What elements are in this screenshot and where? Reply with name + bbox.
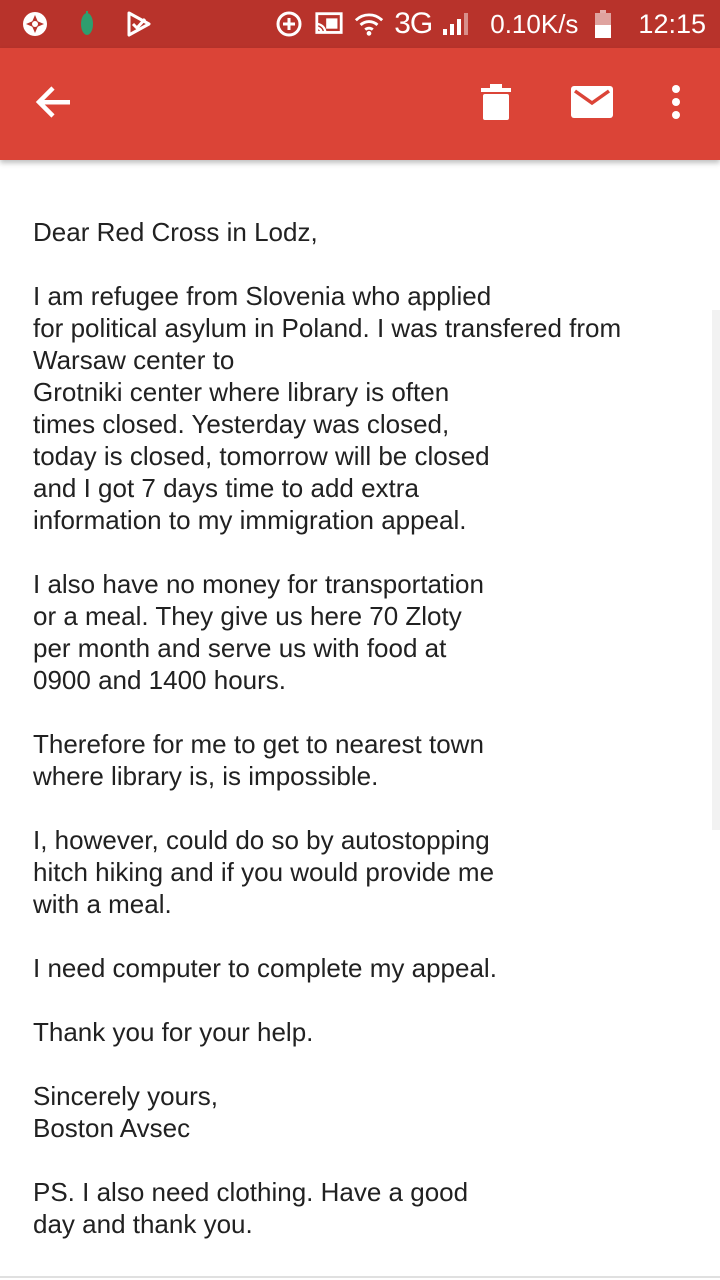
back-arrow-icon: [35, 85, 73, 124]
add-circle-icon: [274, 9, 304, 39]
network-type: 3G: [394, 7, 433, 40]
body-paragraph: Thank you for your help.: [33, 1017, 314, 1047]
divider: [0, 1276, 720, 1278]
delete-button[interactable]: [468, 76, 524, 132]
back-button[interactable]: [26, 76, 82, 132]
greeting: Dear Red Cross in Lodz,: [33, 217, 318, 247]
check-flag-icon: [124, 9, 154, 39]
envelope-icon: [571, 86, 613, 123]
body-paragraph: I am refugee from Slovenia who applied for political asylum in Poland. I was transfered from Warsaw center to Grotniki center where library is often times closed. Yesterday was closed, today is closed, tomorrow will be closed and I got 7 days time to add extra information to my immigration appeal.: [33, 281, 622, 535]
signature: Sincerely yours, Boston Avsec: [33, 1081, 218, 1143]
cast-icon: [314, 9, 344, 39]
aperture-icon: [20, 9, 50, 39]
more-vert-icon: [671, 84, 681, 125]
network-speed: 0.10K/s: [490, 9, 579, 39]
body-paragraph: I, however, could do so by autostopping hitch hiking and if you would provide me with a meal.: [33, 825, 495, 919]
signal-bars-icon: [442, 9, 472, 39]
body-paragraph: I also have no money for transportation or a meal. They give us here 70 Zloty per month and serve us with food at 0900 and 1400 hours.: [33, 569, 484, 695]
postscript: PS. I also need clothing. Have a good day and thank you.: [33, 1177, 469, 1239]
wifi-icon: [354, 9, 384, 39]
email-body: [33, 216, 693, 1240]
body-paragraph: I need computer to complete my appeal.: [33, 953, 497, 983]
body-paragraph: Therefore for me to get to nearest town where library is, is impossible.: [33, 729, 484, 791]
trash-icon: [481, 83, 511, 126]
android-icon: [72, 9, 102, 39]
status-bar: [0, 0, 720, 48]
more-options-button[interactable]: [648, 76, 704, 132]
app-bar: [0, 48, 720, 160]
scrollbar[interactable]: [712, 310, 720, 830]
clock: 12:15: [638, 8, 706, 39]
battery-icon: [588, 9, 618, 39]
mark-unread-button[interactable]: [564, 76, 620, 132]
